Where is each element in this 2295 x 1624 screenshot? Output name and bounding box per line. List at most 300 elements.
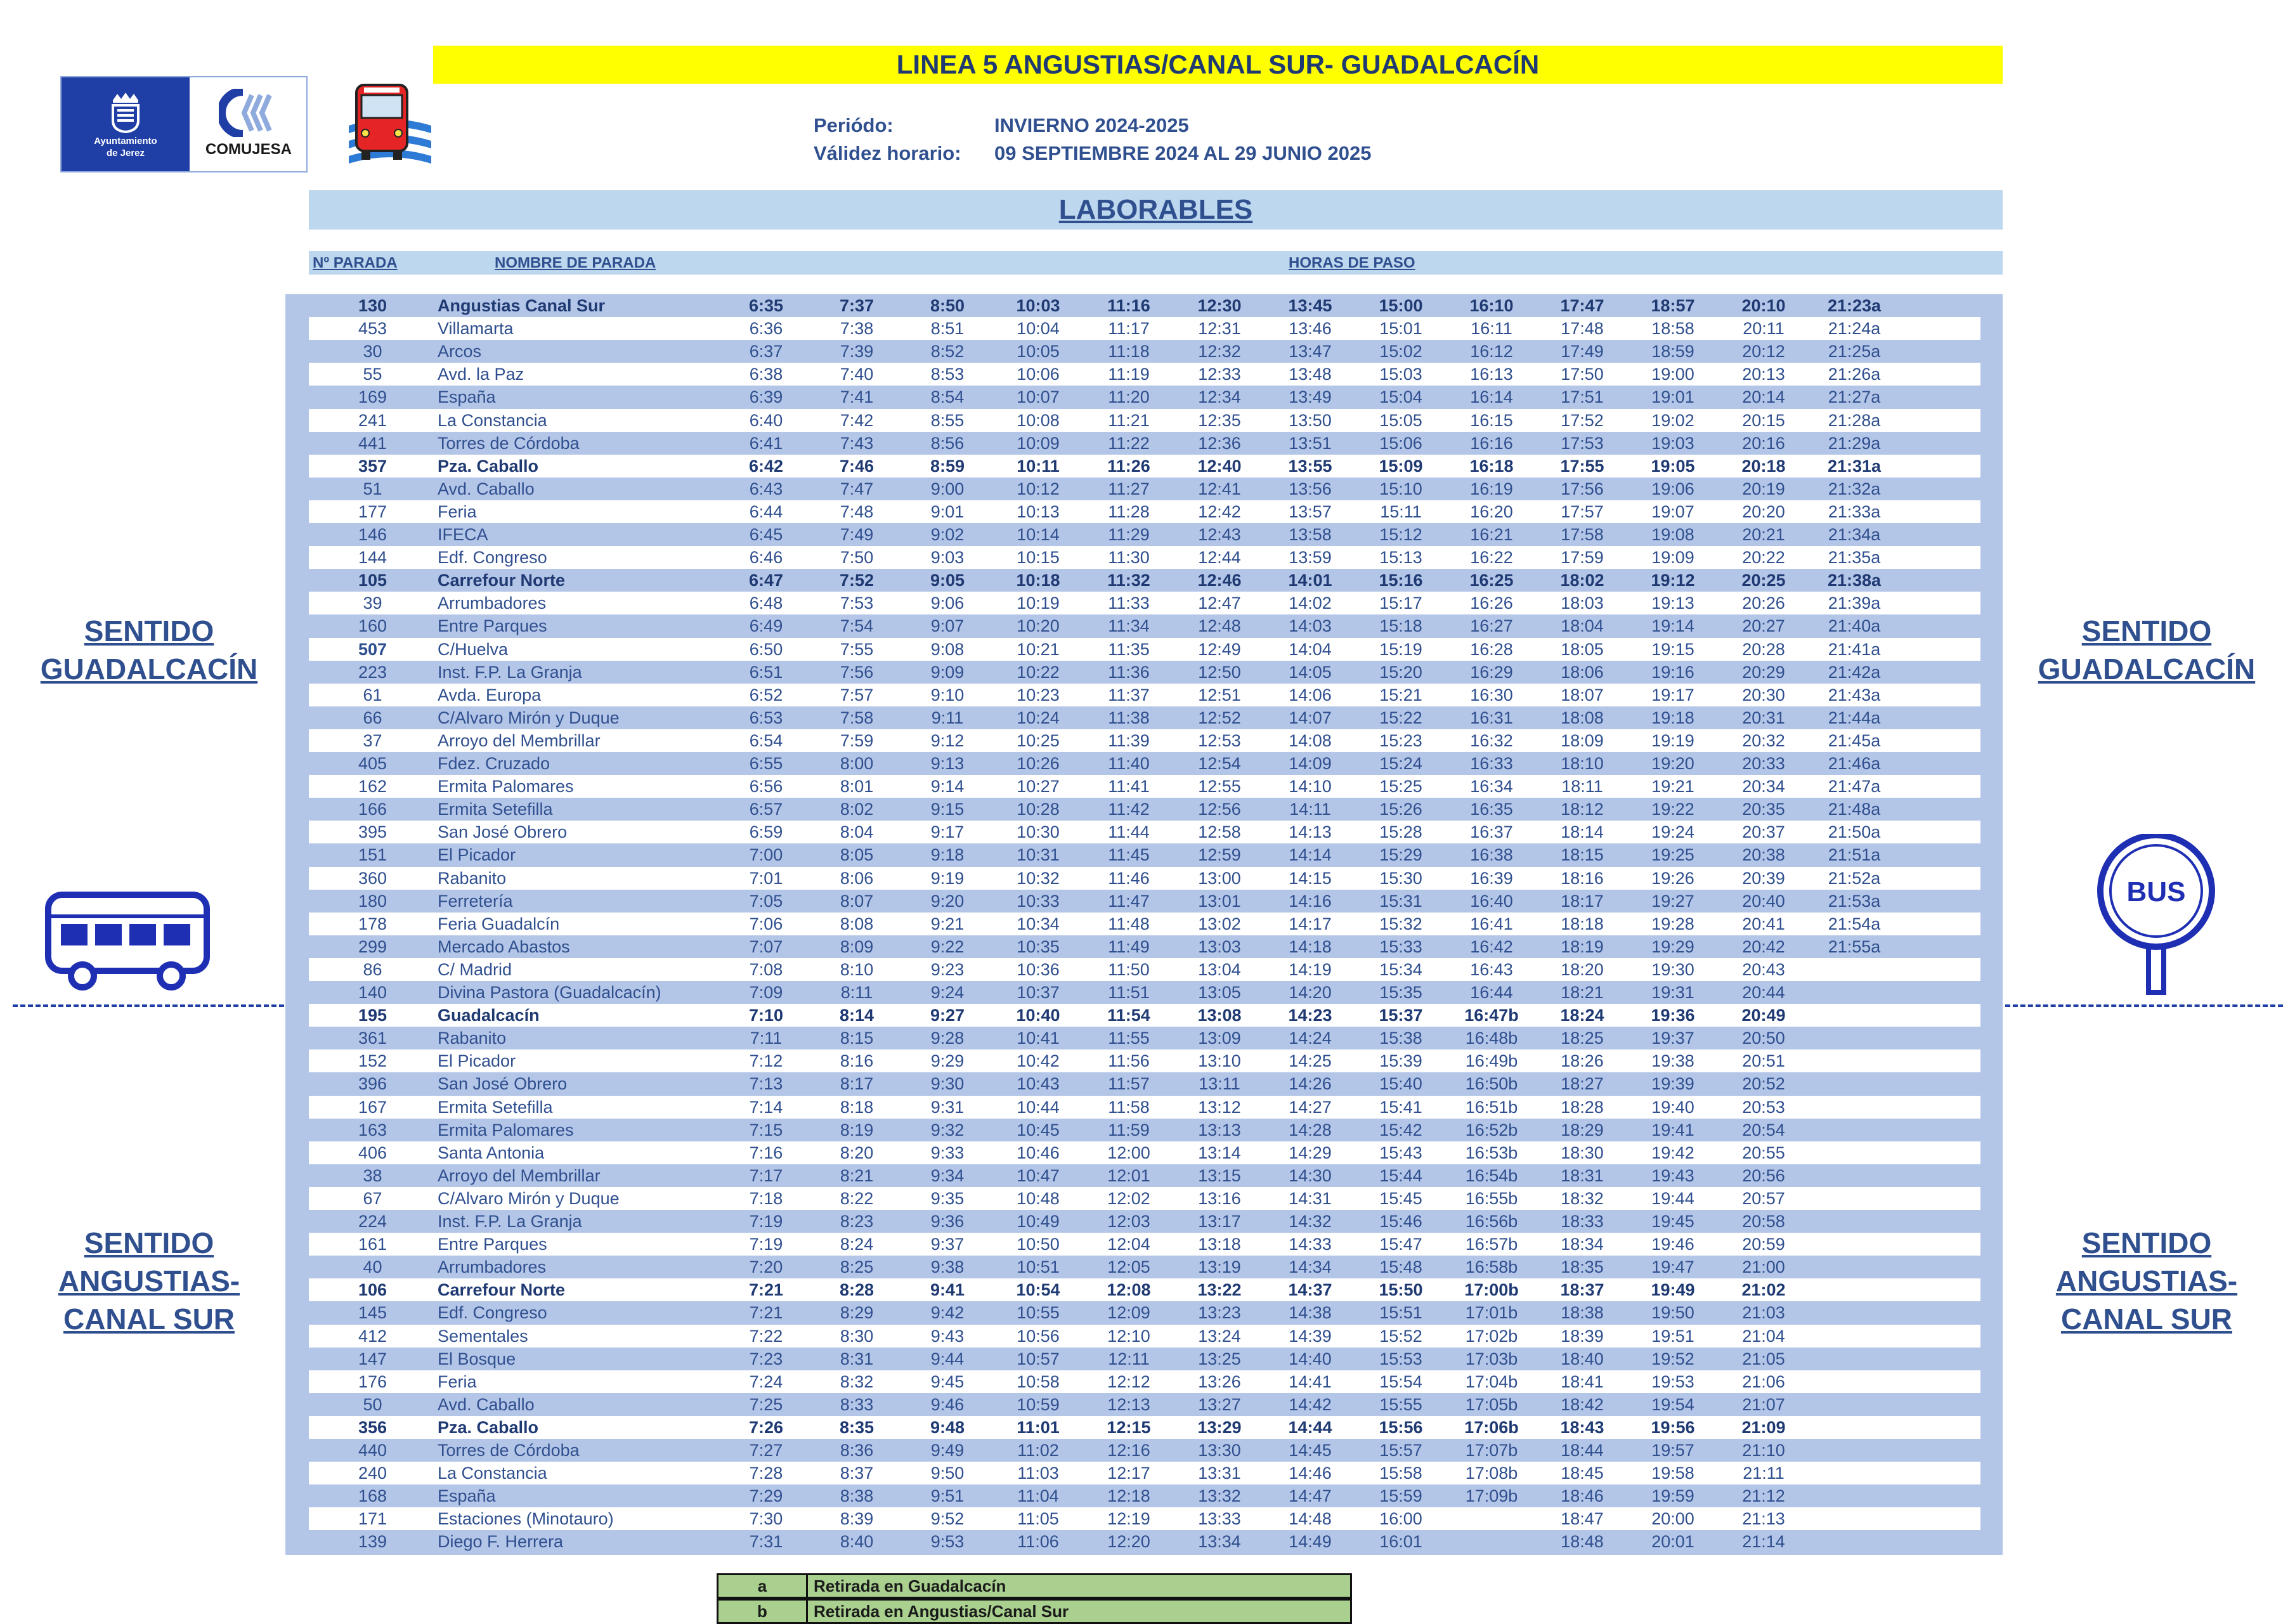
jerez-logo-line1: Ayuntamiento xyxy=(94,136,157,146)
stop-number: 176 xyxy=(358,1372,387,1391)
departure-time: 13:26 xyxy=(1198,1372,1241,1391)
departure-time: 16:13 xyxy=(1470,365,1513,384)
stop-name: El Picador xyxy=(438,1051,516,1071)
departure-time: 19:46 xyxy=(1651,1235,1694,1254)
legend-row xyxy=(717,1573,1352,1599)
departure-time: 14:45 xyxy=(1289,1441,1332,1460)
departure-time: 12:32 xyxy=(1198,342,1241,361)
departure-time: 17:57 xyxy=(1561,502,1604,521)
departure-time: 8:17 xyxy=(840,1074,874,1094)
departure-time: 18:48 xyxy=(1561,1532,1604,1552)
departure-time: 9:22 xyxy=(930,937,965,956)
departure-time: 12:02 xyxy=(1107,1188,1150,1208)
departure-time: 11:56 xyxy=(1108,1051,1150,1071)
departure-time: 18:14 xyxy=(1561,822,1604,842)
direction-line: CANAL SUR xyxy=(2060,1302,2233,1335)
departure-time: 13:17 xyxy=(1198,1212,1241,1231)
departure-time: 16:47b xyxy=(1464,1006,1519,1025)
stop-number: 39 xyxy=(363,594,382,613)
crest-icon xyxy=(110,91,141,133)
stop-name: Estaciones (Minotauro) xyxy=(438,1509,614,1529)
departure-time: 14:32 xyxy=(1289,1212,1332,1231)
table-row xyxy=(309,1187,1980,1210)
section-heading xyxy=(309,190,2003,230)
departure-time: 6:49 xyxy=(749,616,783,636)
departure-time: 21:44a xyxy=(1828,708,1881,727)
departure-time: 8:10 xyxy=(840,959,874,979)
departure-time: 14:13 xyxy=(1289,822,1332,842)
departure-time: 10:45 xyxy=(1017,1120,1060,1140)
departure-time: 7:50 xyxy=(840,548,874,568)
departure-time: 19:54 xyxy=(1651,1394,1694,1414)
departure-time: 7:56 xyxy=(840,662,874,682)
departure-time: 11:05 xyxy=(1017,1509,1059,1529)
departure-time: 10:42 xyxy=(1017,1051,1060,1071)
departure-time: 14:07 xyxy=(1289,708,1332,727)
departure-time: 7:21 xyxy=(749,1303,783,1323)
departure-time: 11:57 xyxy=(1108,1074,1150,1094)
departure-time: 19:58 xyxy=(1651,1464,1694,1483)
period-value: INVIERNO 2024-2025 xyxy=(994,114,1189,136)
stop-number: 146 xyxy=(358,525,387,544)
departure-time: 7:41 xyxy=(840,387,874,407)
departure-time: 7:37 xyxy=(839,296,874,315)
departure-time: 15:59 xyxy=(1379,1486,1422,1506)
departure-time: 10:15 xyxy=(1017,548,1060,568)
departure-time: 9:05 xyxy=(930,571,965,590)
stop-name: Ermita Palomares xyxy=(438,1120,574,1140)
departure-time: 13:01 xyxy=(1198,891,1241,911)
table-row xyxy=(309,843,1980,866)
departure-time: 12:50 xyxy=(1198,662,1241,682)
departure-time: 6:35 xyxy=(748,296,784,315)
departure-time: 14:04 xyxy=(1289,639,1332,659)
departure-time: 17:08b xyxy=(1465,1464,1518,1483)
departure-time: 14:37 xyxy=(1288,1280,1332,1300)
departure-time: 13:56 xyxy=(1289,479,1332,498)
departure-time: 10:44 xyxy=(1017,1097,1060,1117)
departure-time: 10:05 xyxy=(1017,342,1060,361)
departure-time: 17:47 xyxy=(1560,296,1604,315)
stop-number: 37 xyxy=(363,731,382,750)
table-row xyxy=(309,706,1980,729)
departure-time: 9:17 xyxy=(930,822,965,842)
departure-time: 15:33 xyxy=(1379,937,1422,956)
departure-time: 14:15 xyxy=(1289,868,1332,888)
departure-time: 19:29 xyxy=(1651,937,1694,956)
departure-time: 15:00 xyxy=(1379,296,1423,315)
departure-time: 16:21 xyxy=(1470,525,1513,544)
departure-time: 11:20 xyxy=(1108,387,1150,407)
departure-time: 19:47 xyxy=(1651,1257,1694,1277)
departure-time: 17:09b xyxy=(1465,1486,1518,1506)
departure-time: 9:41 xyxy=(930,1280,965,1300)
departure-time: 8:06 xyxy=(840,868,874,888)
departure-time: 8:05 xyxy=(840,845,874,865)
departure-time: 10:37 xyxy=(1017,983,1060,1002)
departure-time: 19:53 xyxy=(1651,1372,1694,1391)
departure-time: 17:05b xyxy=(1465,1394,1518,1414)
stop-number: 405 xyxy=(358,754,387,773)
departure-time: 19:13 xyxy=(1651,594,1694,613)
departure-time: 19:18 xyxy=(1651,708,1694,727)
departure-time: 18:39 xyxy=(1561,1326,1604,1346)
departure-time: 9:02 xyxy=(930,525,965,544)
departure-time: 21:07 xyxy=(1742,1394,1785,1414)
departure-time: 6:57 xyxy=(749,800,783,819)
departure-time: 15:47 xyxy=(1379,1235,1422,1254)
departure-time: 9:48 xyxy=(930,1417,965,1437)
stop-number: 406 xyxy=(358,1143,387,1162)
departure-time: 11:06 xyxy=(1017,1532,1059,1552)
departure-time: 17:49 xyxy=(1561,342,1604,361)
departure-time: 16:25 xyxy=(1469,571,1514,590)
departure-time: 7:26 xyxy=(748,1417,784,1437)
departure-time: 19:00 xyxy=(1651,365,1694,384)
departure-time: 6:44 xyxy=(749,502,783,521)
departure-time: 13:10 xyxy=(1198,1051,1241,1071)
departure-time: 16:10 xyxy=(1469,296,1514,315)
departure-time: 21:12 xyxy=(1742,1486,1785,1506)
departure-time: 17:51 xyxy=(1561,387,1604,407)
departure-time: 15:03 xyxy=(1379,365,1422,384)
stop-number: 50 xyxy=(363,1394,382,1414)
departure-time: 7:16 xyxy=(749,1143,783,1162)
departure-time: 16:35 xyxy=(1470,800,1513,819)
departure-time: 21:11 xyxy=(1743,1464,1785,1483)
stop-number: 440 xyxy=(358,1441,387,1460)
stop-number: 67 xyxy=(363,1188,382,1208)
table-row xyxy=(309,935,1980,958)
departure-time: 14:11 xyxy=(1289,800,1331,819)
departure-time: 17:55 xyxy=(1560,456,1604,476)
table-row xyxy=(309,981,1980,1004)
departure-time: 17:00b xyxy=(1464,1280,1519,1300)
departure-time: 10:56 xyxy=(1017,1326,1060,1346)
departure-time: 17:53 xyxy=(1561,433,1604,453)
departure-time: 8:29 xyxy=(840,1303,874,1323)
departure-time: 19:36 xyxy=(1651,1006,1695,1025)
departure-time: 20:22 xyxy=(1742,548,1785,568)
departure-time: 14:17 xyxy=(1289,914,1332,933)
departure-time: 12:12 xyxy=(1107,1372,1150,1391)
departure-time: 12:56 xyxy=(1198,800,1241,819)
departure-time: 17:50 xyxy=(1561,365,1604,384)
departure-time: 9:13 xyxy=(930,754,965,773)
departure-time: 20:00 xyxy=(1651,1509,1694,1529)
table-row xyxy=(309,1004,1980,1027)
departure-time: 20:01 xyxy=(1651,1532,1694,1552)
departure-time: 11:28 xyxy=(1108,502,1150,521)
stop-number: 224 xyxy=(358,1212,387,1231)
departure-time: 9:11 xyxy=(931,708,964,727)
departure-time: 12:10 xyxy=(1107,1326,1150,1346)
departure-time: 21:27a xyxy=(1828,387,1881,407)
table-row xyxy=(309,1072,1980,1095)
departure-time: 21:29a xyxy=(1828,433,1881,453)
departure-time: 12:43 xyxy=(1198,525,1241,544)
departure-time: 19:28 xyxy=(1651,914,1694,933)
stop-name: Arrumbadores xyxy=(438,1257,547,1277)
bus-stop-sign-icon xyxy=(2086,834,2226,999)
departure-time: 13:24 xyxy=(1198,1326,1241,1346)
departure-time: 11:19 xyxy=(1108,365,1150,384)
departure-time: 10:14 xyxy=(1017,525,1060,544)
departure-time: 9:36 xyxy=(930,1212,965,1231)
departure-time: 13:29 xyxy=(1197,1417,1242,1437)
stop-name: España xyxy=(438,1486,496,1506)
departure-time: 15:42 xyxy=(1379,1120,1422,1140)
stop-number: 180 xyxy=(358,891,387,911)
departure-time: 8:01 xyxy=(840,777,874,796)
departure-time: 7:29 xyxy=(749,1486,783,1506)
departure-time: 9:01 xyxy=(930,502,965,521)
departure-time: 9:46 xyxy=(930,1394,965,1414)
departure-time: 18:29 xyxy=(1561,1120,1604,1140)
stop-number: 55 xyxy=(363,365,382,384)
departure-time: 10:57 xyxy=(1017,1349,1060,1368)
departure-time: 14:16 xyxy=(1289,891,1332,911)
direction-label-lower-left xyxy=(25,1224,273,1338)
departure-time: 7:55 xyxy=(840,639,874,659)
departure-time: 16:39 xyxy=(1470,868,1513,888)
departure-time: 20:10 xyxy=(1741,296,1786,315)
departure-time: 9:45 xyxy=(930,1372,965,1391)
table-row xyxy=(309,569,1980,592)
departure-time: 13:03 xyxy=(1198,937,1241,956)
departure-time: 15:40 xyxy=(1379,1074,1422,1094)
departure-time: 15:34 xyxy=(1379,959,1422,979)
departure-time: 21:52a xyxy=(1828,868,1881,888)
departure-time: 21:50a xyxy=(1828,822,1881,842)
stop-name: Edf. Congreso xyxy=(438,548,547,568)
departure-time: 7:48 xyxy=(840,502,874,521)
departure-time: 21:45a xyxy=(1828,731,1881,750)
stop-name: IFECA xyxy=(438,525,488,544)
table-row xyxy=(309,432,1980,455)
departure-time: 15:04 xyxy=(1379,387,1422,407)
departure-time: 6:45 xyxy=(749,525,783,544)
departure-time: 10:46 xyxy=(1017,1143,1060,1162)
table-row xyxy=(309,1348,1980,1370)
departure-time: 19:45 xyxy=(1651,1212,1694,1231)
departure-time: 11:40 xyxy=(1108,754,1150,773)
stop-number: 167 xyxy=(358,1097,387,1117)
departure-time: 19:03 xyxy=(1651,433,1694,453)
departure-time: 15:23 xyxy=(1379,731,1422,750)
departure-time: 13:59 xyxy=(1289,548,1332,568)
comujesa-mark-icon xyxy=(219,89,280,137)
departure-time: 11:21 xyxy=(1108,410,1150,430)
departure-time: 9:14 xyxy=(930,777,965,796)
stop-number: 178 xyxy=(358,914,387,933)
direction-label-lower-right xyxy=(2023,1224,2270,1338)
departure-time: 12:04 xyxy=(1107,1235,1150,1254)
departure-time: 20:25 xyxy=(1741,571,1786,590)
departure-time: 20:37 xyxy=(1742,822,1785,842)
stop-number: 441 xyxy=(358,433,387,453)
departure-time: 16:42 xyxy=(1470,937,1513,956)
departure-time: 18:32 xyxy=(1561,1188,1604,1208)
departure-time: 9:42 xyxy=(930,1303,965,1323)
departure-time: 10:25 xyxy=(1017,731,1060,750)
departure-time: 18:46 xyxy=(1561,1486,1604,1506)
stop-name: San José Obrero xyxy=(438,1074,568,1094)
table-row xyxy=(309,913,1980,935)
departure-time: 7:58 xyxy=(840,708,874,727)
departure-time: 7:17 xyxy=(749,1166,783,1185)
departure-time: 14:38 xyxy=(1289,1303,1332,1323)
departure-time: 8:11 xyxy=(840,983,873,1002)
departure-time: 13:04 xyxy=(1198,959,1241,979)
stop-name: C/Alvaro Mirón y Duque xyxy=(438,708,620,727)
departure-time: 12:01 xyxy=(1107,1166,1150,1185)
departure-time: 7:27 xyxy=(749,1441,783,1460)
departure-time: 10:33 xyxy=(1017,891,1060,911)
stop-name: Arroyo del Membrillar xyxy=(438,731,601,750)
departure-time: 12:53 xyxy=(1198,731,1241,750)
stop-name: San José Obrero xyxy=(438,822,568,842)
departure-time: 20:42 xyxy=(1742,937,1785,956)
departure-time: 14:30 xyxy=(1289,1166,1332,1185)
table-row xyxy=(309,1484,1980,1507)
departure-time: 15:21 xyxy=(1379,685,1422,705)
departure-time: 12:19 xyxy=(1107,1509,1150,1529)
departure-time: 16:50b xyxy=(1465,1074,1518,1094)
departure-time: 10:11 xyxy=(1017,456,1060,476)
departure-time: 11:26 xyxy=(1107,456,1150,476)
departure-time: 9:21 xyxy=(930,914,965,933)
departure-time: 15:39 xyxy=(1379,1051,1422,1071)
departure-time: 13:57 xyxy=(1289,502,1332,521)
direction-line: ANGUSTIAS- xyxy=(2055,1264,2238,1297)
table-row xyxy=(309,363,1980,386)
table-row xyxy=(309,500,1980,523)
departure-time: 10:59 xyxy=(1017,1394,1060,1414)
bus-logo-icon xyxy=(342,81,436,170)
departure-time: 15:20 xyxy=(1379,662,1422,682)
departure-time: 13:19 xyxy=(1198,1257,1241,1277)
stop-name: Avd. la Paz xyxy=(438,365,524,384)
logo-box xyxy=(60,76,308,172)
departure-time: 10:43 xyxy=(1017,1074,1060,1094)
stop-number: 161 xyxy=(358,1235,387,1254)
table-row xyxy=(309,523,1980,546)
stop-number: 396 xyxy=(358,1074,387,1094)
legend-row xyxy=(717,1599,1352,1624)
departure-time: 16:43 xyxy=(1470,959,1513,979)
table-row xyxy=(309,1507,1980,1530)
departure-time: 7:39 xyxy=(840,342,874,361)
stop-name: Torres de Córdoba xyxy=(438,433,580,453)
departure-time: 6:53 xyxy=(749,708,783,727)
departure-time: 11:34 xyxy=(1108,616,1150,636)
departure-time: 10:54 xyxy=(1016,1280,1060,1300)
departure-time: 7:00 xyxy=(749,845,783,865)
table-row xyxy=(309,1210,1980,1233)
stop-number: 105 xyxy=(358,571,387,590)
departure-time: 6:42 xyxy=(748,456,784,476)
departure-time: 20:39 xyxy=(1742,868,1785,888)
departure-time: 20:41 xyxy=(1742,914,1785,933)
departure-time: 14:34 xyxy=(1289,1257,1332,1277)
departure-time: 21:48a xyxy=(1828,800,1881,819)
departure-time: 9:19 xyxy=(930,868,965,888)
departure-time: 16:32 xyxy=(1470,731,1513,750)
departure-time: 16:53b xyxy=(1465,1143,1518,1162)
departure-time: 7:46 xyxy=(839,456,874,476)
departure-time: 14:24 xyxy=(1289,1029,1332,1048)
departure-time: 6:37 xyxy=(749,342,783,361)
departure-time: 7:25 xyxy=(749,1394,783,1414)
departure-time: 9:35 xyxy=(930,1188,965,1208)
departure-time: 16:18 xyxy=(1469,456,1514,476)
departure-time: 21:34a xyxy=(1828,525,1881,544)
stop-number: 453 xyxy=(358,319,387,339)
departure-time: 9:06 xyxy=(930,594,965,613)
departure-time: 14:19 xyxy=(1289,959,1332,979)
departure-time: 21:28a xyxy=(1828,410,1881,430)
departure-time: 20:53 xyxy=(1742,1097,1785,1117)
departure-time: 18:05 xyxy=(1561,639,1604,659)
departure-time: 11:44 xyxy=(1108,822,1150,842)
departure-time: 20:40 xyxy=(1742,891,1785,911)
table-row xyxy=(309,1301,1980,1324)
stop-number: 412 xyxy=(358,1326,387,1346)
departure-time: 12:55 xyxy=(1198,777,1241,796)
departure-time: 9:31 xyxy=(930,1097,965,1117)
departure-time: 16:11 xyxy=(1471,319,1512,339)
departure-time: 19:57 xyxy=(1651,1441,1694,1460)
departure-time: 6:47 xyxy=(748,571,784,590)
departure-time: 16:55b xyxy=(1465,1188,1518,1208)
departure-time: 20:49 xyxy=(1741,1006,1786,1025)
departure-time: 20:29 xyxy=(1742,662,1785,682)
departure-time: 19:42 xyxy=(1651,1143,1694,1162)
departure-time: 20:18 xyxy=(1741,456,1786,476)
departure-time: 8:32 xyxy=(840,1372,874,1391)
departure-time: 18:24 xyxy=(1560,1006,1604,1025)
departure-time: 16:01 xyxy=(1379,1532,1422,1552)
departure-time: 7:38 xyxy=(840,319,874,339)
stop-number: 241 xyxy=(358,410,387,430)
departure-time: 20:56 xyxy=(1742,1166,1785,1185)
departure-time: 13:25 xyxy=(1198,1349,1241,1368)
departure-time: 14:40 xyxy=(1289,1349,1332,1368)
departure-time: 8:39 xyxy=(840,1509,874,1529)
table-row xyxy=(309,1141,1980,1164)
departure-time: 18:08 xyxy=(1561,708,1604,727)
departure-time: 10:35 xyxy=(1017,937,1060,956)
departure-time: 11:45 xyxy=(1108,845,1150,865)
departure-time: 10:04 xyxy=(1017,319,1060,339)
departure-time: 18:59 xyxy=(1651,342,1694,361)
departure-time: 16:31 xyxy=(1470,708,1513,727)
departure-time: 8:20 xyxy=(840,1143,874,1162)
departure-time: 10:26 xyxy=(1017,754,1060,773)
departure-time: 11:37 xyxy=(1108,685,1150,705)
departure-time: 13:12 xyxy=(1198,1097,1241,1117)
departure-time: 8:33 xyxy=(840,1394,874,1414)
col-header-stop: Nº PARADA xyxy=(313,254,398,271)
stop-number: 145 xyxy=(358,1303,387,1323)
departure-time: 8:19 xyxy=(840,1120,874,1140)
departure-time: 16:44 xyxy=(1470,983,1513,1002)
departure-time: 11:29 xyxy=(1108,525,1150,544)
departure-time: 11:49 xyxy=(1108,937,1150,956)
stop-name: Guadalcacín xyxy=(438,1006,540,1025)
departure-time: 21:13 xyxy=(1742,1509,1785,1529)
